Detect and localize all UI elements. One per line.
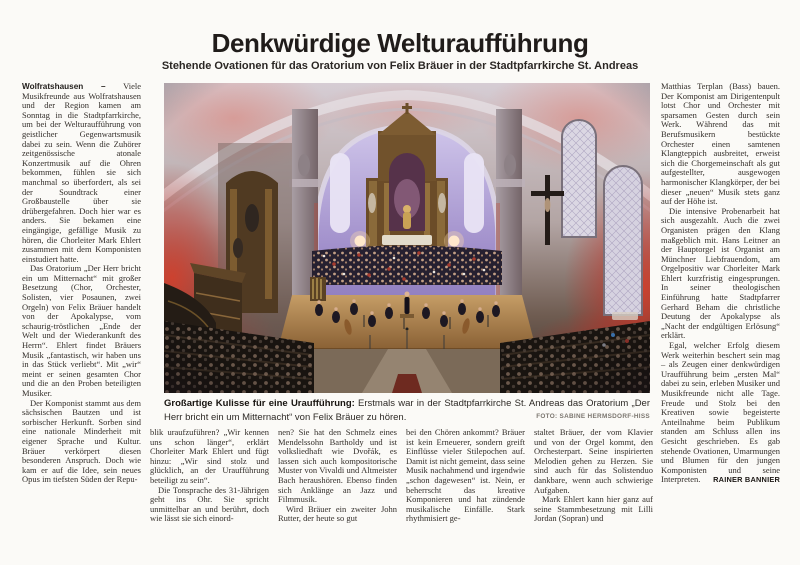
paragraph: Matthias Terplan (Bass) bauen. Der Komponist am Dirigentenpult lotst Chor und Orchester mit sparsamen Gesten durch sein Werk. Während das mit Berufsmusikern bestückte Orchester einen samtenen Klangteppich ausbreitet, erweist sich die Chorgemeinschaft als gut aufgestellter, ausgewogen harmonischer Klangkörper, der bei dieser „neuen“ Musik stets ganz auf der Höhe ist. <box>661 81 780 207</box>
paragraph: nen? Sie hat den Schmelz eines Mendelssohn Bartholdy und ist volksliedhaft wie Dvořák, es lassen sich auch kompositorische Muster von Vivaldi und Altmeister Bach heraushören. Ebenso finden sich Anklänge an Jazz und Filmmusik. <box>278 427 397 505</box>
paragraph-text: Egal, welcher Erfolg diesem Werk weiterhin beschert sein mag – als Zeugen einer denkwürdigen Uraufführung beim „ersten Mal“ dabei zu sein, erleben Musiker und Musikfreunde nicht alle Tage. Freude und Stolz bei den Kreativen sowie begeisterte Anteilnahme beim Publikum standen am Schluss allen ins Gesicht geschrieben. Es gab stehende Ovationen, Umarmungen und Blumen für den jungen Komponisten und seine Interpreten. <box>661 340 780 485</box>
paragraph: Mark Ehlert kann hier ganz auf seine Stammbesetzung mit Lilli Jordan (Sopran) und <box>534 494 653 524</box>
text-column-1 <box>22 82 141 538</box>
paragraph-text: Viele Musikfreunde aus Wolfratshausen und der Region kamen am Sonntag in die Stadtpfarrkirche, um bei der Welturaufführung von geistlicher Gegenwartsmusik dabei zu sein. Wenn die Zuhörer zeitgenössische atonale Konzertmusik auf die Ohren bekommen, fühlen sie sich manchmal so überfordert, als sei der Soundtrack einer Großbaustelle über sie drübergefahren. Doch hier war es anders. Sie bekamen eine eingängige, gefällige Musik zu hören, die Chorleiter Mark Ehlert zusammen mit dem Komponisten einstudiert hatte. <box>22 81 141 264</box>
article-header <box>140 29 660 73</box>
paragraph: bei den Chören ankommt? Bräuer ist kein Erneuerer, sondern greift Einflüsse vieler Stilepochen auf. Damit ist nicht gemeint, dass seine Musik nachahmend und irgendwie „schon dagewesen“ ist. Nein, er beherrscht das kreative Komponieren und hat zündende musikalische Einfälle. Stark rhythmisiert ge- <box>406 427 525 524</box>
caption-lead: Großartige Kulisse für eine Uraufführung: <box>164 398 355 409</box>
paragraph: blik uraufzuführen? „Wir kennen uns schon länger“, erklärt Chorleiter Mark Ehlert und fügt hinzu: „Wir sind stolz und glücklich, an der Uraufführung beteiligt zu sein“. <box>150 427 269 485</box>
lead-paragraph <box>22 82 141 264</box>
closing-paragraph <box>661 341 780 485</box>
headline: Denkwürdige Welturaufführung <box>211 28 589 58</box>
paragraph: Wird Bräuer ein zweiter John Rutter, der heute so gut <box>278 503 397 524</box>
photo-illustration <box>164 83 650 393</box>
author-byline: RAINER BANNIER <box>713 475 780 485</box>
text-column-6 <box>661 82 780 542</box>
caption-text: Erstmals war in der Stadtpfarrkirche St. Andreas das Oratorium „Der Herr bricht ein um Mitternacht“ von Felix Bräuer zu hören. <box>164 398 651 423</box>
church-concert-photo <box>164 83 650 393</box>
paragraph: Die Tonsprache des 31-Jährigen geht ins Ohr. Sie spricht unmittelbar an und berührt, doch wie lässt sie sich einord- <box>150 484 269 524</box>
text-column-4 <box>406 428 525 538</box>
photo-caption <box>164 397 650 426</box>
text-column-2 <box>150 428 269 538</box>
paragraph: Die intensive Probenarbeit hat sich ausgezahlt. Auch die zwei Organisten prägen den Klang maßgeblich mit. Hans Leitner an der Hauptorgel ist Organist am Münchner Liebfrauendom, am Orgelpositiv war Chorleiter Mark Ehlert kurzfristig eingesprungen. In seiner theologischen Einführung hatte Stadtpfarrer Gerhard Beham die christliche Deutung der Apokalypse als „Nacht der endgültigen Erlösung“ erklärt. <box>661 205 780 341</box>
photo-credit: FOTO: SABINE HERMSDORF-HISS <box>531 410 650 424</box>
text-column-5 <box>534 428 653 538</box>
subheadline: Stehende Ovationen für das Oratorium von Felix Bräuer in der Stadtpfarrkirche St. Andreas <box>161 60 639 72</box>
paragraph: Der Komponist stammt aus dem sächsischen Bautzen und ist sorbischer Herkunft. Sorben sind eine nationale Minderheit mit eigener Sprache und Kultur. Bräuer verkörpert diesen besonderen Anspruch. Doch wie kam er auf die Idee, sein neues Opus im tiefsten Süden der Repu- <box>22 397 141 485</box>
text-column-3 <box>278 428 397 538</box>
paragraph: Das Oratorium „Der Herr bricht ein um Mitternacht“ mit großer Besetzung (Chor, Orchester, Solisten, vier Posaunen, zwei Orgeln) von Felix Bräuer handelt von der Apokalypse, vom schaurig-tröstlichen „Ende der Welt und der Wiederankunft des Herrn“. Ehlert findet Bräuers Musik „fantastisch, wir haben uns in das Stück verliebt“. Mit „wir“ meint er seinen gesamten Chor und die an den Proben beteiligten Musiker. <box>22 263 141 398</box>
dateline: Wolfratshausen – <box>22 82 106 91</box>
paragraph: staltet Bräuer, der vom Klavier und von der Orgel kommt, den Orchesterpart. Seine inspirierten Melodien gehen zu Herzen. Sie sind auch für das Solistenduo dankbare, wenn auch schwierige Aufgaben. <box>534 427 653 495</box>
